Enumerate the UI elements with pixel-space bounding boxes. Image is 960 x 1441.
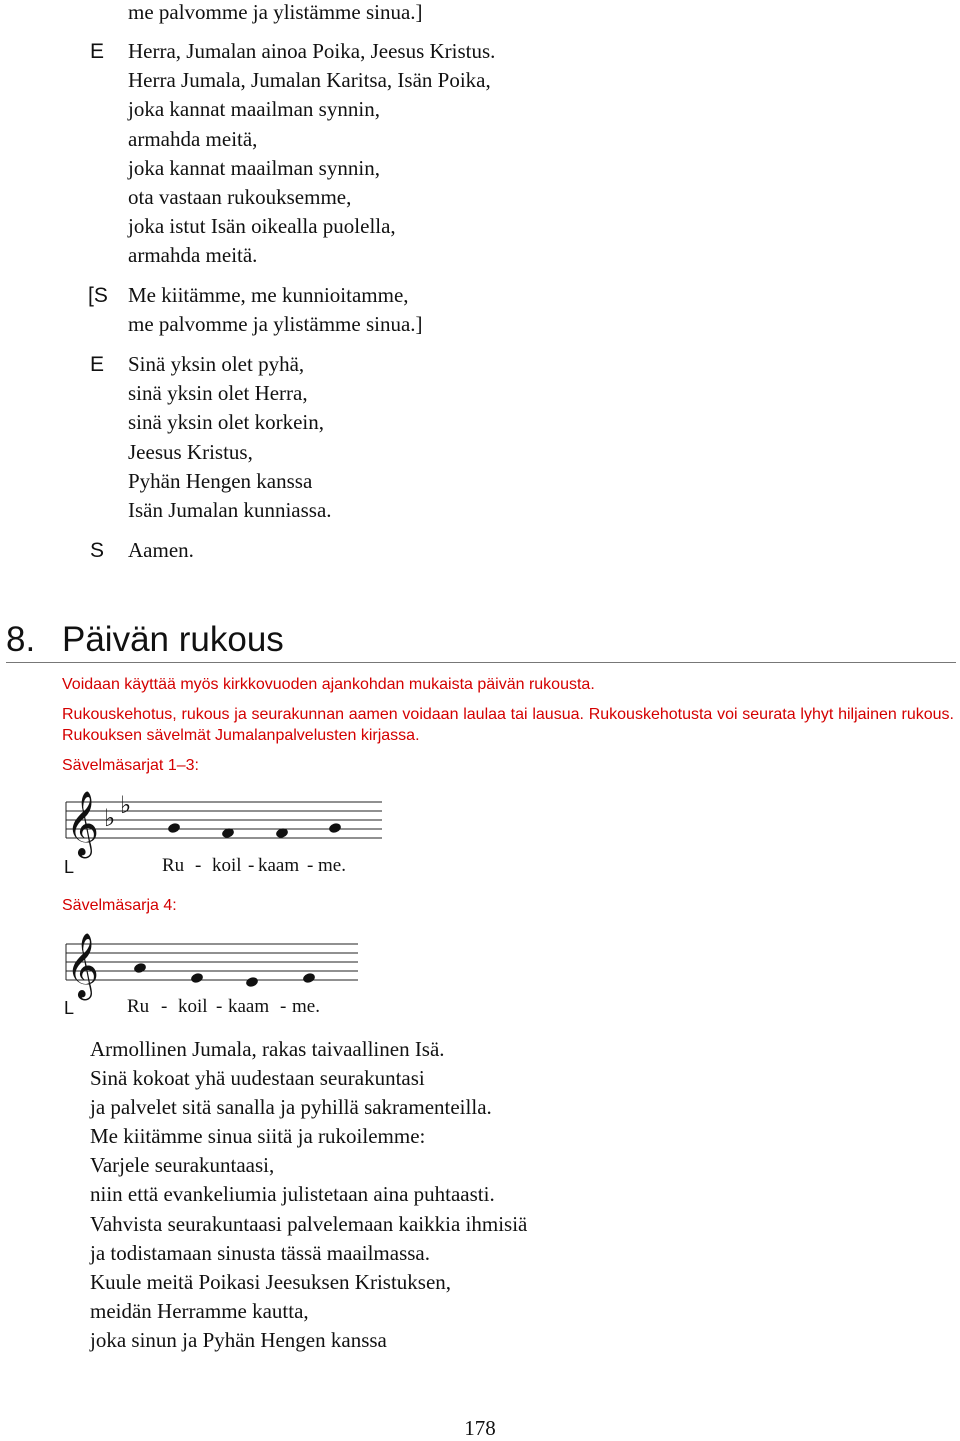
page-number: 178: [464, 1416, 496, 1440]
note-head: [133, 962, 147, 974]
liturgy-line: joka istut Isän oikealla puolella,: [128, 214, 396, 239]
sung-syllable: -: [161, 996, 168, 1017]
liturgy-line: Herra, Jumalan ainoa Poika, Jeesus Kristus.: [128, 39, 496, 63]
note-head: [302, 972, 316, 984]
prayer-line: ja todistamaan sinusta tässä maailmassa.: [90, 1240, 430, 1265]
section-heading: [6, 618, 956, 663]
prayer-line: Kuule meitä Poikasi Jeesuksen Kristuksen,: [90, 1269, 452, 1294]
liturgy-line: armahda meitä,: [128, 126, 258, 151]
speaker-marker: E: [90, 40, 105, 63]
note-head: [245, 976, 259, 988]
note-head: [328, 822, 342, 834]
sung-syllable: -: [307, 855, 314, 876]
liturgy-lines: [128, 0, 423, 27]
treble-clef-icon: 𝄞: [66, 933, 100, 998]
note-head: [190, 972, 204, 984]
speaker-marker: [S: [88, 284, 108, 307]
liturgy-line: Herra Jumala, Jumalan Karitsa, Isän Poika,: [128, 68, 491, 93]
prayer-line: Sinä kokoat yhä uudestaan seurakuntasi: [90, 1066, 425, 1091]
liturgy-line: Me kiitämme, me kunnioitamme,: [128, 283, 409, 307]
liturgy-lines: [128, 350, 332, 525]
speaker-marker: E: [90, 353, 105, 376]
liturgy-line: Sinä yksin olet pyhä,: [128, 352, 305, 376]
liturgy-line: sinä yksin olet korkein,: [128, 410, 324, 435]
music-staff-melody-2: [60, 922, 370, 1002]
flat-sign-icon: ♭: [104, 804, 116, 832]
liturgy-line: Aamen.: [128, 538, 194, 562]
sung-syllable: koil: [212, 855, 242, 876]
prayer-line: joka sinun ja Pyhän Hengen kanssa: [90, 1327, 387, 1352]
music-staff-melody-1: [60, 780, 390, 860]
melody-label: Sävelmäsarjat 1–3:: [62, 757, 199, 774]
liturgy-line: joka kannat maailman synnin,: [128, 155, 380, 180]
prayer-text: [90, 1035, 527, 1355]
section-number: 8.: [6, 620, 36, 659]
liturgy-line: ota vastaan rukouksemme,: [128, 185, 352, 210]
prayer-line: ja palvelet sitä sanalla ja pyhillä sakramenteilla.: [90, 1095, 492, 1120]
speaker-marker: L: [64, 857, 75, 877]
liturgy-line: armahda meitä.: [128, 243, 258, 268]
sung-syllable: me.: [318, 855, 346, 876]
treble-clef-icon: 𝄞: [66, 791, 100, 856]
sung-syllable: koil: [178, 996, 208, 1017]
speaker-marker: L: [64, 998, 75, 1018]
prayer-line: Varjele seurakuntaasi,: [90, 1153, 275, 1178]
prayer-line: Armollinen Jumala, rakas taivaallinen Isä.: [90, 1037, 445, 1061]
liturgy-line: me palvomme ja ylistämme sinua.]: [128, 0, 423, 24]
prayer-line: Vahvista seurakuntaasi palvelemaan kaikkia ihmisiä: [90, 1211, 528, 1236]
prayer-line: niin että evankeliumia julistetaan aina puhtaasti.: [90, 1182, 495, 1207]
liturgy-lines: [128, 536, 194, 565]
liturgy-line: me palvomme ja ylistämme sinua.]: [128, 312, 423, 337]
melody-label: Sävelmäsarja 4:: [62, 897, 177, 914]
prayer-line: meidän Herramme kautta,: [90, 1298, 309, 1323]
speaker-marker: S: [90, 539, 105, 562]
liturgy-line: Pyhän Hengen kanssa: [128, 468, 313, 493]
liturgy-lines: [128, 37, 495, 271]
sung-syllable: -: [248, 855, 255, 876]
sung-syllable: -: [195, 855, 202, 876]
sung-syllable: -: [216, 996, 223, 1017]
rubric-instruction: Voidaan käyttää myös kirkkovuoden ajankohdan mukaista päivän rukousta.: [62, 676, 595, 693]
note-head: [167, 822, 181, 834]
flat-sign-icon: ♭: [120, 791, 132, 819]
sung-syllable: kaam: [228, 996, 270, 1017]
liturgy-line: Jeesus Kristus,: [128, 439, 253, 464]
sung-syllable: Ru: [127, 996, 150, 1017]
sung-syllable: kaam: [258, 855, 300, 876]
liturgy-line: sinä yksin olet Herra,: [128, 381, 308, 406]
liturgy-lines: [128, 281, 423, 339]
liturgy-line: joka kannat maailman synnin,: [128, 97, 380, 122]
rubric-instruction: Rukouskehotus, rukous ja seurakunnan aamen voidaan laulaa tai lausua. Rukouskehotusta voi seurata lyhyt hiljainen rukous. Rukouksen sävelmät Jumalanpalvelusten kirjassa.: [62, 706, 954, 744]
sung-syllable: -: [280, 996, 287, 1017]
prayer-line: Me kiitämme sinua siitä ja rukoilemme:: [90, 1124, 426, 1149]
section-title: Päivän rukous: [62, 620, 284, 659]
sung-syllable: Ru: [162, 855, 185, 876]
sung-syllable: me.: [292, 996, 320, 1017]
liturgy-line: Isän Jumalan kunniassa.: [128, 498, 332, 523]
